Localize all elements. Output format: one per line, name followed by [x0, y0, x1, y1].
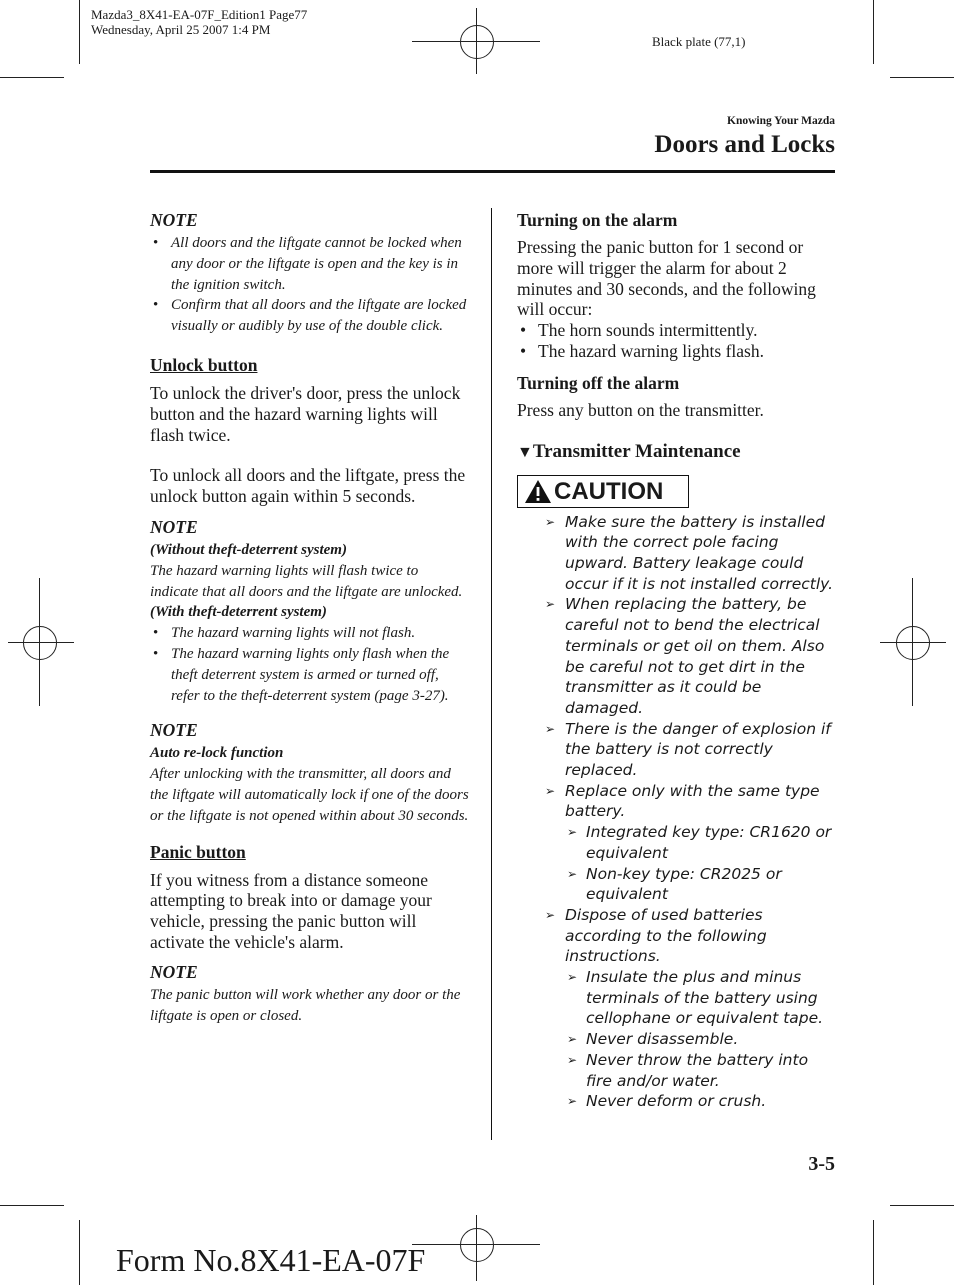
arrowhead-icon: ➢	[545, 721, 556, 736]
arrowhead-icon: ➢	[567, 825, 578, 840]
note-item: • The hazard warning lights will not flash.	[150, 623, 470, 644]
note-block-1	[150, 210, 470, 337]
caution-item: ➢ Replace only with the same type battery. ➢ Integrated key type: CR1620 or equivalent ➢ Non-key type: CR2025 or equivalent	[517, 781, 835, 905]
arrowhead-icon: ➢	[567, 1094, 578, 1109]
note-heading: NOTE	[150, 210, 198, 230]
arrowhead-icon: ➢	[567, 866, 578, 881]
form-number: Form No.8X41-EA-07F	[116, 1242, 426, 1278]
alarm-off-para: Press any button on the transmitter.	[517, 399, 764, 420]
warning-triangle-icon	[524, 479, 552, 504]
note-text: The hazard warning lights will flash twice to indicate that all doors and the liftgate are unlocked.	[150, 562, 463, 600]
caution-subitem: ➢ Insulate the plus and minus terminals of the battery using cellophane or equivalent tape.	[567, 968, 824, 1028]
alarm-on-item: • The hazard warning lights flash.	[517, 341, 835, 362]
column-divider	[491, 208, 492, 1140]
page-number: 3-5	[808, 1153, 835, 1175]
alarm-on-heading: Turning on the alarm	[517, 210, 678, 230]
slug-line-1: Mazda3_8X41-EA-07F_Edition1 Page77	[91, 7, 308, 22]
caution-list	[517, 512, 835, 1112]
print-slug	[91, 7, 307, 37]
caution-subitem: ➢ Never deform or crush.	[567, 1092, 767, 1111]
arrowhead-icon: ➢	[545, 514, 556, 529]
note-heading: NOTE	[150, 961, 198, 982]
unlock-para-2: To unlock all doors and the liftgate, press the unlock button again within 5 seconds.	[150, 465, 466, 507]
note-heading: NOTE	[150, 720, 198, 741]
caution-item: ➢ Make sure the battery is installed with the correct pole facing upward. Battery leakage could occur if it is not installed correctly.	[545, 512, 834, 593]
note-subheading: (Without theft-deterrent system)	[150, 541, 347, 558]
alarm-on-item: • The horn sounds intermittently.	[517, 320, 835, 341]
note-text: After unlocking with the transmitter, all doors and the liftgate will automatically lock if one of the doors or the liftgate is not opened within about 30 seconds.	[150, 766, 469, 824]
right-column	[517, 210, 835, 1112]
alarm-on-section	[517, 210, 835, 362]
alarm-off-section	[517, 373, 835, 421]
caution-banner	[517, 475, 689, 508]
caution-item: ➢ There is the danger of explosion if the battery is not correctly replaced.	[545, 719, 831, 780]
section-label: Knowing Your Mazda	[727, 115, 835, 127]
arrowhead-icon: ➢	[545, 783, 556, 798]
caution-subitem: ➢ Integrated key type: CR1620 or equivalent	[567, 823, 832, 862]
alarm-off-heading: Turning off the alarm	[517, 372, 680, 393]
header-rule	[150, 170, 835, 173]
maintenance-heading: ▼Transmitter Maintenance	[517, 440, 741, 462]
caution-item: ➢ Dispose of used batteries according to the following instructions. ➢ Insulate the plus and minus terminals of the battery using cellophane or equivalent tape. ➢ Never disassemble. ➢ Never throw the battery into fire and/or water. ➢ Never deform or crush.	[517, 905, 835, 1112]
arrowhead-icon: ➢	[545, 907, 556, 922]
caution-subitem: ➢ Never disassemble.	[567, 1030, 739, 1049]
note-item: • The hazard warning lights only flash when the theft deterrent system is armed or turned off, refer to the theft-deterrent system (page 3-27).	[150, 644, 470, 706]
caution-subitem: ➢ Non-key type: CR2025 or equivalent	[567, 864, 782, 904]
panic-para: If you witness from a distance someone attempting to break into or damage your vehicle, pressing the panic button will activate the vehicle's alarm.	[150, 869, 432, 952]
plate-label: Black plate (77,1)	[652, 34, 746, 49]
note-item: • Confirm that all doors and the liftgate are locked visually or audibly by use of the double click.	[150, 295, 470, 337]
caution-subitem: ➢ Never throw the battery into fire and/or water.	[567, 1050, 809, 1090]
note-block-3	[150, 720, 470, 826]
note-subheading: (With theft-deterrent system)	[150, 604, 327, 621]
arrowhead-icon: ➢	[567, 1032, 578, 1047]
maintenance-section	[517, 441, 835, 1112]
unlock-heading: Unlock button	[150, 354, 258, 375]
panic-heading: Panic button	[150, 841, 246, 862]
panic-section	[150, 842, 470, 953]
left-column	[150, 210, 470, 1026]
triangle-down-icon: ▼	[517, 443, 533, 461]
note-subheading: Auto re-lock function	[150, 745, 284, 762]
note-text: The panic button will work whether any door or the liftgate is open or closed.	[150, 986, 461, 1024]
note-block-2	[150, 517, 470, 706]
page-title: Doors and Locks	[654, 131, 835, 158]
unlock-para-1: To unlock the driver's door, press the unlock button and the hazard warning lights will flash twice.	[150, 382, 461, 445]
unlock-section	[150, 355, 470, 507]
caution-label: CAUTION	[554, 477, 664, 505]
arrowhead-icon: ➢	[567, 1052, 578, 1067]
slug-line-2: Wednesday, April 25 2007 1:4 PM	[91, 22, 271, 37]
arrowhead-icon: ➢	[545, 597, 556, 612]
note-item: • All doors and the liftgate cannot be locked when any door or the liftgate is open and the key is in the ignition switch.	[150, 233, 470, 295]
note-heading: NOTE	[150, 516, 198, 537]
arrowhead-icon: ➢	[567, 970, 578, 985]
caution-item: ➢ When replacing the battery, be careful not to bend the electrical terminals or get oil on them. Also be careful not to get dirt in the transmitter as it could be damaged.	[545, 595, 825, 717]
alarm-on-para: Pressing the panic button for 1 second or more will trigger the alarm for about 2 minutes and 30 seconds, and the following will occur:	[517, 237, 816, 320]
note-block-4	[150, 962, 470, 1027]
